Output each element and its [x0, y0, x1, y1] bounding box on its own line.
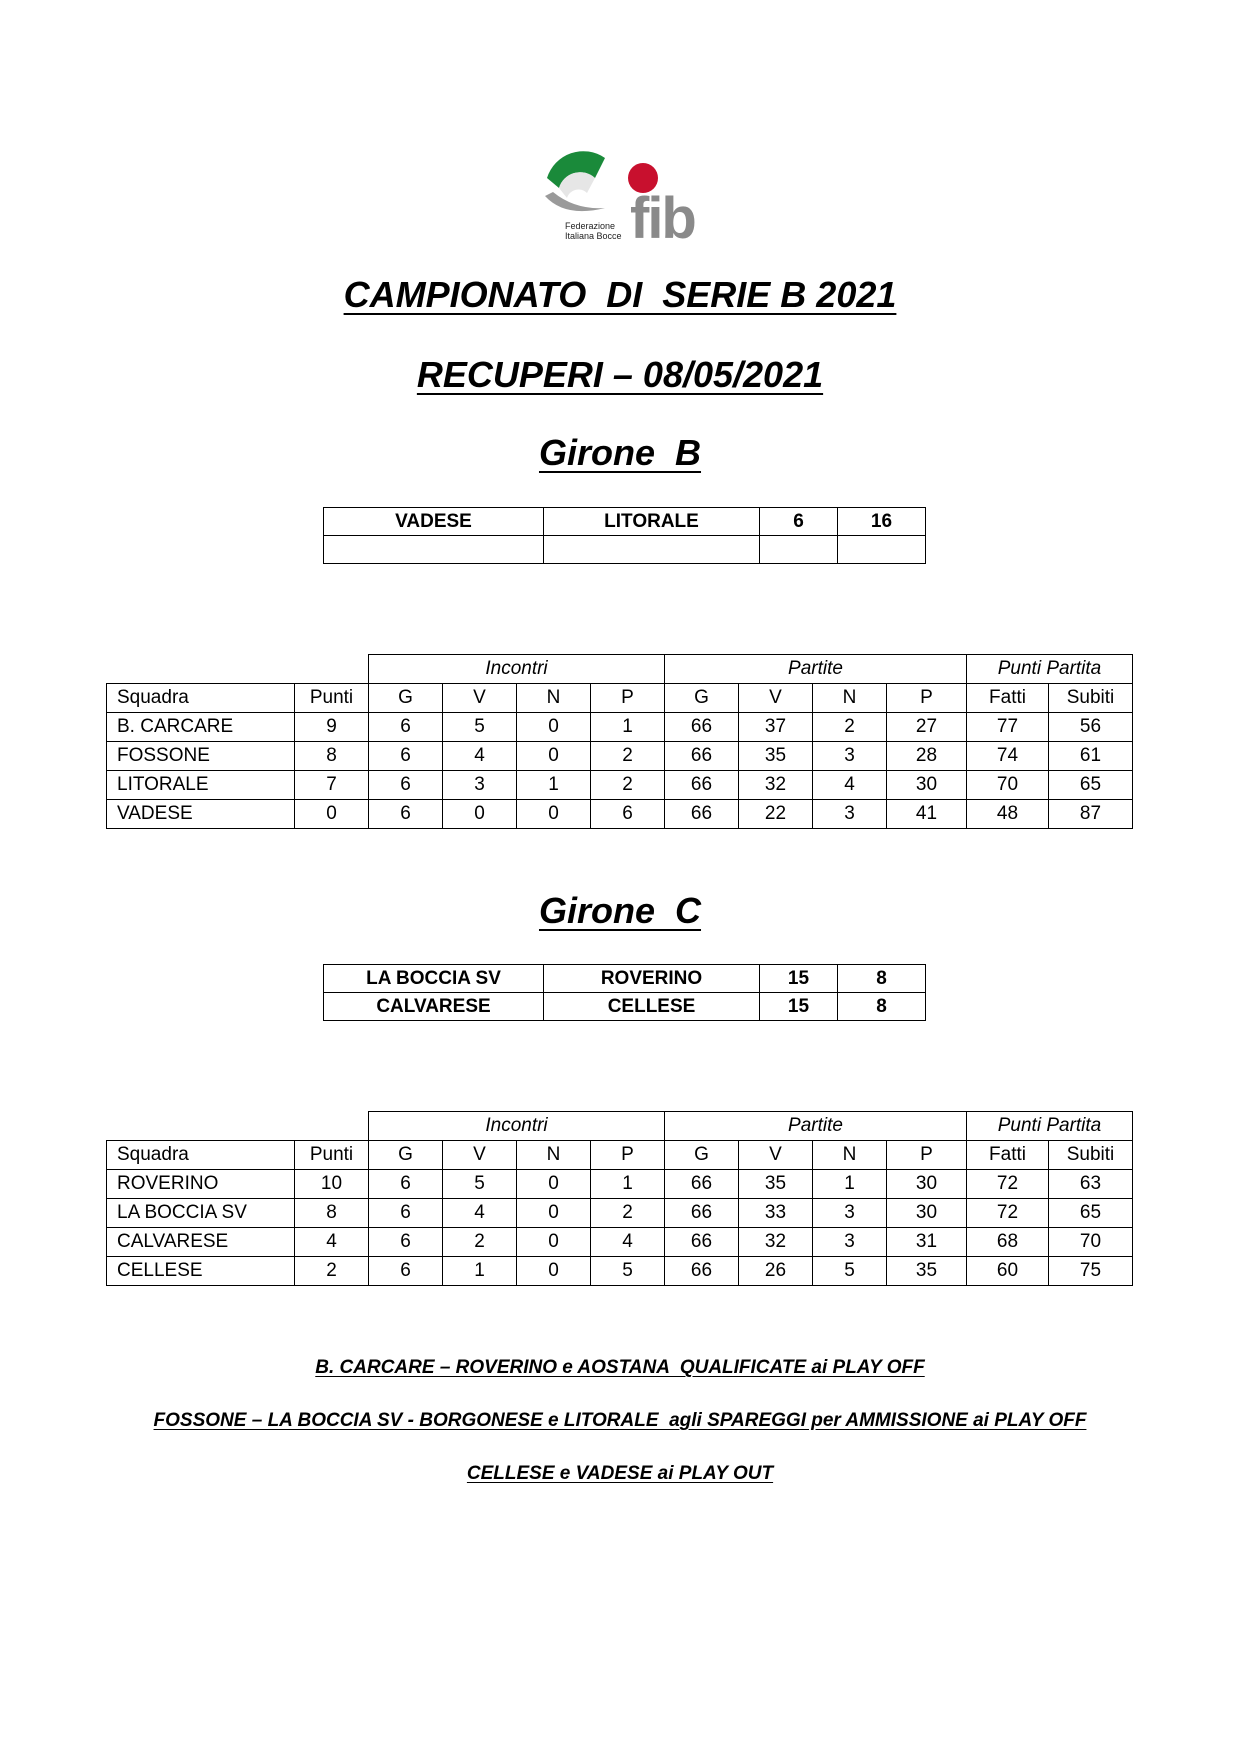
stat-cell: 6: [369, 742, 443, 771]
page-subtitle: RECUPERI – 08/05/2021: [416, 354, 824, 395]
stat-cell: 0: [443, 800, 517, 829]
stat-cell: 5: [813, 1257, 887, 1286]
col-header: V: [739, 684, 813, 713]
logo-tagline-line-2: Italiana Bocce: [565, 231, 622, 241]
stat-cell: 66: [665, 1257, 739, 1286]
stat-cell: 5: [443, 713, 517, 742]
stat-cell: 1: [591, 1170, 665, 1199]
stat-cell: 61: [1049, 742, 1133, 771]
stat-cell: 10: [295, 1170, 369, 1199]
stat-cell: 0: [517, 742, 591, 771]
col-header: Punti: [295, 1141, 369, 1170]
stat-cell: 48: [967, 800, 1049, 829]
stat-cell: 4: [295, 1228, 369, 1257]
logo-tagline-line-1: Federazione: [565, 221, 616, 231]
match-home: VADESE: [324, 508, 544, 536]
note-qualified: B. CARCARE – ROVERINO e AOSTANA QUALIFICATE ai PLAY OFF: [315, 1357, 925, 1378]
stat-cell: 35: [887, 1257, 967, 1286]
stat-cell: 6: [369, 771, 443, 800]
stat-cell: 6: [369, 1199, 443, 1228]
team-name-cell: FOSSONE: [107, 742, 295, 771]
page-title: CAMPIONATO DI SERIE B 2021: [343, 274, 897, 315]
col-header: G: [369, 684, 443, 713]
stat-cell: 3: [813, 1199, 887, 1228]
stat-cell: 2: [591, 742, 665, 771]
table-row: [107, 1170, 1133, 1199]
col-header: Squadra: [107, 1141, 295, 1170]
match-score-home: [760, 536, 838, 564]
stat-cell: 27: [887, 713, 967, 742]
stat-cell: 1: [443, 1257, 517, 1286]
logo-wordmark: fib: [630, 186, 695, 251]
stat-cell: 37: [739, 713, 813, 742]
stat-cell: 70: [967, 771, 1049, 800]
table-header-row: [107, 684, 1133, 713]
group-incontri: Incontri: [369, 655, 665, 684]
col-header: G: [665, 1141, 739, 1170]
girone-b-matches-table: [323, 507, 926, 564]
table-row: [107, 800, 1133, 829]
col-header: G: [369, 1141, 443, 1170]
stat-cell: 66: [665, 1228, 739, 1257]
table-row: [324, 536, 926, 564]
stat-cell: 1: [517, 771, 591, 800]
stat-cell: 66: [665, 1170, 739, 1199]
team-name-cell: B. CARCARE: [107, 713, 295, 742]
match-away: [544, 536, 760, 564]
stat-cell: 31: [887, 1228, 967, 1257]
col-header: P: [591, 1141, 665, 1170]
stat-cell: 32: [739, 771, 813, 800]
stat-cell: 72: [967, 1170, 1049, 1199]
stat-cell: 63: [1049, 1170, 1133, 1199]
stat-cell: 4: [443, 742, 517, 771]
match-home: [324, 536, 544, 564]
col-header: Fatti: [967, 684, 1049, 713]
stat-cell: 30: [887, 771, 967, 800]
group-punti-partita: Punti Partita: [967, 655, 1133, 684]
table-row: [324, 508, 926, 536]
stat-cell: 65: [1049, 1199, 1133, 1228]
group-punti-partita: Punti Partita: [967, 1112, 1133, 1141]
stat-cell: 77: [967, 713, 1049, 742]
col-header: P: [887, 1141, 967, 1170]
match-home: LA BOCCIA SV: [324, 965, 544, 993]
stat-cell: 5: [443, 1170, 517, 1199]
match-away: LITORALE: [544, 508, 760, 536]
table-row: [324, 993, 926, 1021]
col-header: Subiti: [1049, 1141, 1133, 1170]
stat-cell: 65: [1049, 771, 1133, 800]
match-score-away: 8: [838, 993, 926, 1021]
match-away: ROVERINO: [544, 965, 760, 993]
stat-cell: 66: [665, 800, 739, 829]
group-partite: Partite: [665, 655, 967, 684]
col-header: Subiti: [1049, 684, 1133, 713]
stat-cell: 0: [517, 1228, 591, 1257]
girone-b-title: Girone B: [538, 432, 702, 473]
stat-cell: 35: [739, 742, 813, 771]
girone-c-title: Girone C: [538, 890, 702, 931]
match-score-home: 15: [760, 965, 838, 993]
col-header: N: [813, 684, 887, 713]
stat-cell: 70: [1049, 1228, 1133, 1257]
stat-cell: 66: [665, 713, 739, 742]
stat-cell: 7: [295, 771, 369, 800]
stat-cell: 87: [1049, 800, 1133, 829]
group-partite: Partite: [665, 1112, 967, 1141]
stat-cell: 0: [295, 800, 369, 829]
col-header: V: [443, 684, 517, 713]
stat-cell: 2: [591, 771, 665, 800]
stat-cell: 30: [887, 1170, 967, 1199]
stat-cell: 75: [1049, 1257, 1133, 1286]
stat-cell: 6: [369, 1228, 443, 1257]
stat-cell: 33: [739, 1199, 813, 1228]
girone-c-standings-table: [106, 1111, 1133, 1286]
match-score-away: [838, 536, 926, 564]
col-header: Fatti: [967, 1141, 1049, 1170]
stat-cell: 5: [591, 1257, 665, 1286]
stat-cell: 2: [591, 1199, 665, 1228]
stat-cell: 66: [665, 742, 739, 771]
table-group-header-row: [107, 655, 1133, 684]
note-playoff-spareggi: FOSSONE – LA BOCCIA SV - BORGONESE e LITORALE agli SPAREGGI per AMMISSIONE ai PLAY OFF: [153, 1410, 1087, 1431]
stat-cell: 41: [887, 800, 967, 829]
stat-cell: 6: [369, 1170, 443, 1199]
girone-c-matches-table: [323, 964, 926, 1021]
stat-cell: 2: [295, 1257, 369, 1286]
stat-cell: 6: [591, 800, 665, 829]
stat-cell: 0: [517, 1199, 591, 1228]
col-header: Punti: [295, 684, 369, 713]
stat-cell: 2: [443, 1228, 517, 1257]
table-row: [107, 1228, 1133, 1257]
col-header: V: [739, 1141, 813, 1170]
col-header: P: [591, 684, 665, 713]
stat-cell: 0: [517, 800, 591, 829]
stat-cell: 2: [813, 713, 887, 742]
stat-cell: 8: [295, 742, 369, 771]
stat-cell: 6: [369, 713, 443, 742]
col-header: V: [443, 1141, 517, 1170]
logo-tagline: [565, 221, 622, 241]
table-row: [324, 965, 926, 993]
stat-cell: 56: [1049, 713, 1133, 742]
stat-cell: 3: [813, 800, 887, 829]
match-score-away: 16: [838, 508, 926, 536]
col-header: N: [517, 1141, 591, 1170]
team-name-cell: LA BOCCIA SV: [107, 1199, 295, 1228]
group-incontri: Incontri: [369, 1112, 665, 1141]
stat-cell: 3: [443, 771, 517, 800]
stat-cell: 74: [967, 742, 1049, 771]
stat-cell: 68: [967, 1228, 1049, 1257]
fib-logo: [545, 148, 710, 251]
stat-cell: 9: [295, 713, 369, 742]
table-row: [107, 1257, 1133, 1286]
table-row: [107, 713, 1133, 742]
stat-cell: 72: [967, 1199, 1049, 1228]
stat-cell: 22: [739, 800, 813, 829]
team-name-cell: LITORALE: [107, 771, 295, 800]
col-header: Squadra: [107, 684, 295, 713]
col-header: N: [813, 1141, 887, 1170]
stat-cell: 0: [517, 713, 591, 742]
table-row: [107, 771, 1133, 800]
stat-cell: 66: [665, 771, 739, 800]
match-away: CELLESE: [544, 993, 760, 1021]
stat-cell: 28: [887, 742, 967, 771]
stat-cell: 66: [665, 1199, 739, 1228]
stat-cell: 60: [967, 1257, 1049, 1286]
col-header: N: [517, 684, 591, 713]
table-group-header-row: [107, 1112, 1133, 1141]
stat-cell: 35: [739, 1170, 813, 1199]
stat-cell: 3: [813, 1228, 887, 1257]
stat-cell: 32: [739, 1228, 813, 1257]
stat-cell: 1: [591, 713, 665, 742]
match-score-away: 8: [838, 965, 926, 993]
table-header-row: [107, 1141, 1133, 1170]
stat-cell: 4: [443, 1199, 517, 1228]
note-play-out: CELLESE e VADESE ai PLAY OUT: [466, 1463, 774, 1484]
match-score-home: 6: [760, 508, 838, 536]
stat-cell: 0: [517, 1170, 591, 1199]
stat-cell: 30: [887, 1199, 967, 1228]
girone-b-standings-table: [106, 654, 1133, 829]
stat-cell: 4: [591, 1228, 665, 1257]
stat-cell: 26: [739, 1257, 813, 1286]
team-name-cell: CALVARESE: [107, 1228, 295, 1257]
table-row: [107, 1199, 1133, 1228]
team-name-cell: CELLESE: [107, 1257, 295, 1286]
stat-cell: 0: [517, 1257, 591, 1286]
stat-cell: 1: [813, 1170, 887, 1199]
match-home: CALVARESE: [324, 993, 544, 1021]
stat-cell: 6: [369, 800, 443, 829]
stat-cell: 6: [369, 1257, 443, 1286]
team-name-cell: VADESE: [107, 800, 295, 829]
match-score-home: 15: [760, 993, 838, 1021]
table-row: [107, 742, 1133, 771]
stat-cell: 8: [295, 1199, 369, 1228]
col-header: G: [665, 684, 739, 713]
stat-cell: 3: [813, 742, 887, 771]
col-header: P: [887, 684, 967, 713]
stat-cell: 4: [813, 771, 887, 800]
team-name-cell: ROVERINO: [107, 1170, 295, 1199]
